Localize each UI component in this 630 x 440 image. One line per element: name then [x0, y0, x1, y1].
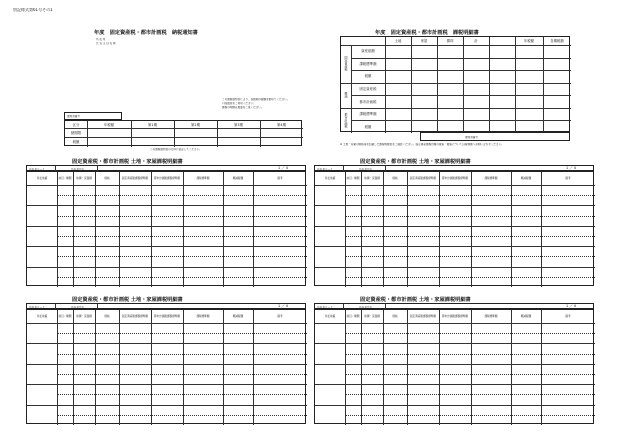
detail-col-line: [361, 310, 362, 425]
detail-row-line: [27, 267, 307, 268]
detail-row-line: [315, 364, 595, 365]
detail-header-line: [315, 185, 595, 186]
detail-header: 固定資産税課税標準額: [410, 315, 436, 318]
detail-page-label: 1 ／ 4: [566, 166, 576, 170]
detail-left-label: 所有者コード: [317, 305, 333, 309]
detail-subrow-line: [345, 374, 595, 375]
detail-header: 軽減税額: [232, 315, 244, 318]
summary-id-label: 通知書番号: [465, 135, 478, 139]
detail-header: 課税標準額: [196, 315, 210, 318]
schedule-header: 第4期: [277, 122, 286, 127]
detail-subrow-line: [345, 415, 595, 416]
detail-subrow-line: [57, 394, 307, 395]
detail-col-line: [73, 172, 74, 287]
detail-row-line: [27, 205, 307, 206]
summary-group-label: 固定資産税: [344, 56, 348, 72]
schedule-row-line: [65, 137, 303, 138]
notice-title: 年度 固定資産税・都市計画税 納税通知書: [94, 30, 198, 36]
detail-header: 価格: [104, 315, 110, 318]
detail-col-line: [345, 310, 346, 425]
detail-block: [26, 296, 306, 426]
schedule-col-line: [217, 121, 218, 147]
detail-col-line: [151, 172, 152, 287]
summary-col-line: [463, 37, 464, 133]
detail-col-line: [183, 310, 184, 425]
detail-row-line: [315, 405, 595, 406]
summary-row-label: 課税標準額: [359, 112, 377, 117]
detail-header: 地目／種類: [346, 177, 360, 180]
detail-header: 所在地番: [36, 177, 48, 180]
summary-col-line: [411, 37, 412, 133]
detail-table: [314, 309, 594, 424]
detail-header: 固定資産税課税標準額: [122, 177, 148, 180]
summary-row-label: 税額: [364, 124, 372, 129]
detail-col-line: [407, 310, 408, 425]
detail-row-line: [27, 405, 307, 406]
detail-row-line: [315, 246, 595, 247]
detail-block: [314, 158, 594, 288]
detail-title: 固定資産税・都市計画税 土地・家屋課税明細書: [72, 159, 183, 165]
summary-col-header: 土地: [394, 39, 402, 43]
detail-col-line: [471, 172, 472, 287]
detail-subrow-line: [57, 415, 307, 416]
detail-header: 所在地番: [36, 315, 48, 318]
detail-table: [26, 309, 306, 424]
detail-header: 備考: [565, 177, 571, 180]
schedule-header: 区分: [72, 122, 80, 127]
detail-col-line: [439, 172, 440, 287]
schedule-header: 年税額: [103, 122, 115, 127]
detail-col-line: [223, 172, 224, 287]
detail-header-line: [315, 323, 595, 324]
payment-schedule-table: [64, 120, 302, 146]
detail-title: 固定資産税・都市計画税 土地・家屋課税明細書: [360, 297, 471, 303]
detail-col-line: [57, 172, 58, 287]
detail-subrow-line: [57, 256, 307, 257]
detail-header: 都市計画税課税標準額: [442, 315, 468, 318]
detail-header: 軽減税額: [520, 177, 532, 180]
detail-left-label: 所有者氏名: [71, 305, 84, 309]
detail-header: 価格: [104, 177, 110, 180]
detail-subrow-line: [57, 277, 307, 278]
detail-subrow-line: [57, 195, 307, 196]
detail-table: [314, 171, 594, 286]
detail-col-line: [383, 172, 384, 287]
detail-col-line: [183, 172, 184, 287]
summary-group-label: 都市計画税: [344, 112, 348, 128]
detail-header: 都市計画税課税標準額: [154, 315, 180, 318]
detail-row-line: [27, 246, 307, 247]
schedule-header: 第2期: [191, 122, 200, 127]
notice-id-box: [64, 112, 122, 120]
detail-left-label: 所有者氏名: [359, 305, 372, 309]
detail-header: 課税標準額: [196, 177, 210, 180]
detail-header: 地目／種類: [58, 177, 72, 180]
detail-subrow-line: [345, 236, 595, 237]
notice-addr-line-0: 所 在 地: [96, 38, 106, 41]
summary-group-label: 軽減: [344, 92, 348, 99]
summary-col-line: [385, 37, 386, 133]
detail-header: 地目／種類: [58, 315, 72, 318]
detail-col-line: [223, 310, 224, 425]
summary-row-label: 税額: [364, 74, 372, 79]
summary-col-line: [543, 37, 544, 133]
detail-left-label: 所有者氏名: [71, 167, 84, 171]
detail-subrow-line: [57, 354, 307, 355]
schedule-col-line: [174, 121, 175, 147]
detail-col-line: [253, 310, 254, 425]
summary-col-header: 償却: [446, 39, 454, 43]
detail-header: 備考: [277, 177, 283, 180]
detail-col-line: [511, 172, 512, 287]
summary-col-line: [437, 37, 438, 133]
detail-title: 固定資産税・都市計画税 土地・家屋課税明細書: [72, 297, 183, 303]
detail-header: 所在地番: [324, 315, 336, 318]
detail-block: [26, 158, 306, 288]
detail-col-line: [407, 172, 408, 287]
detail-header: 地積・床面積: [364, 177, 380, 180]
detail-col-line: [73, 310, 74, 425]
detail-col-line: [511, 310, 512, 425]
summary-table: [340, 36, 570, 132]
detail-title: 固定資産税・都市計画税 土地・家屋課税明細書: [360, 159, 471, 165]
detail-header: 課税標準額: [484, 315, 498, 318]
detail-col-line: [95, 310, 96, 425]
schedule-col-line: [87, 121, 88, 147]
detail-col-line: [151, 310, 152, 425]
notice-addr-line-1: 氏 名 又 は 名 称: [96, 42, 116, 45]
detail-row-line: [27, 343, 307, 344]
summary-row-label: 課税標準額: [359, 61, 377, 66]
detail-col-line: [345, 172, 346, 287]
detail-col-line: [541, 310, 542, 425]
detail-left-label: 所有者氏名: [359, 167, 372, 171]
detail-left-label: 所有者コード: [29, 167, 45, 171]
detail-col-line: [119, 310, 120, 425]
detail-row-line: [315, 267, 595, 268]
detail-subrow-line: [345, 195, 595, 196]
detail-header-line: [27, 323, 307, 324]
detail-header: 固定資産税課税標準額: [122, 315, 148, 318]
detail-header: 価格: [392, 177, 398, 180]
detail-subrow-line: [57, 236, 307, 237]
detail-page-label: 1 ／ 4: [278, 166, 288, 170]
summary-row-label: 資産総額: [361, 49, 375, 54]
detail-subrow-line: [345, 394, 595, 395]
detail-col-line: [119, 172, 120, 287]
summary-row-line: [351, 58, 571, 59]
detail-header: 地積・床面積: [76, 177, 92, 180]
summary-col-header: 計: [474, 39, 478, 43]
summary-col-line: [489, 37, 490, 133]
summary-title: 年度 固定資産税・都市計画税 課税明細書: [375, 30, 479, 36]
detail-header: 価格: [392, 315, 398, 318]
summary-row-label: 都市計画税: [359, 99, 377, 104]
detail-row-line: [27, 384, 307, 385]
detail-row-line: [315, 226, 595, 227]
detail-left-label: 所有者コード: [317, 167, 333, 171]
detail-header: 地目／種類: [346, 315, 360, 318]
detail-col-line: [57, 310, 58, 425]
detail-header: 軽減税額: [520, 315, 532, 318]
detail-subrow-line: [57, 333, 307, 334]
notice-footnote: この納税通知書の太枠に留意してください。: [150, 148, 202, 151]
summary-col-line: [515, 37, 516, 133]
detail-header: 都市計画税課税標準額: [154, 177, 180, 180]
detail-subrow-line: [345, 256, 595, 257]
summary-row-label: 固定資産税: [359, 86, 377, 91]
detail-header: 地積・床面積: [364, 315, 380, 318]
detail-subrow-line: [345, 333, 595, 334]
detail-table: [26, 171, 306, 286]
summary-id-box: [420, 132, 570, 141]
detail-row-line: [315, 384, 595, 385]
detail-page-label: 1 ／ 4: [566, 304, 576, 308]
schedule-row-line: [65, 128, 303, 129]
detail-page-label: 1 ／ 4: [278, 304, 288, 308]
detail-col-line: [253, 172, 254, 287]
detail-col-line: [95, 172, 96, 287]
detail-subrow-line: [57, 374, 307, 375]
notice-msg-0: この納税通知書により、各納期の税額を納めてください。: [222, 98, 290, 101]
detail-subrow-line: [345, 277, 595, 278]
detail-header: 所在地番: [324, 177, 336, 180]
summary-row-line: [351, 120, 571, 121]
detail-header: 備考: [565, 315, 571, 318]
detail-block: [314, 296, 594, 426]
summary-row-line: [351, 95, 571, 96]
detail-row-line: [315, 205, 595, 206]
detail-subrow-line: [57, 216, 307, 217]
schedule-header: 第1期: [148, 122, 157, 127]
detail-col-line: [471, 310, 472, 425]
detail-header: 固定資産税課税標準額: [410, 177, 436, 180]
notice-id-label: 通知書番号: [67, 115, 80, 118]
summary-col-header: 家屋: [420, 39, 428, 43]
summary-row-line: [351, 70, 571, 71]
detail-header: 備考: [277, 315, 283, 318]
detail-header: 軽減税額: [232, 177, 244, 180]
detail-subrow-line: [345, 354, 595, 355]
form-id: 別記様式第61号その1: [13, 8, 53, 12]
detail-subrow-line: [345, 216, 595, 217]
schedule-header: 第3期: [234, 122, 243, 127]
detail-row-line: [27, 226, 307, 227]
summary-note: ※ 土地・家屋の価格等を記載した課税明細書をご確認ください。固定資産課税台帳の縦覧・閲覧については税務課へお問い合わせください。: [340, 143, 504, 146]
detail-row-line: [315, 343, 595, 344]
detail-col-line: [383, 310, 384, 425]
detail-col-line: [541, 172, 542, 287]
detail-header: 課税標準額: [484, 177, 498, 180]
schedule-row-label: 納期限: [70, 130, 82, 135]
detail-col-line: [361, 172, 362, 287]
detail-col-line: [439, 310, 440, 425]
detail-header-line: [27, 185, 307, 186]
detail-header: 地積・床面積: [76, 315, 92, 318]
detail-header: 都市計画税課税標準額: [442, 177, 468, 180]
summary-right-header: 年税額: [523, 39, 535, 43]
schedule-col-line: [131, 121, 132, 147]
detail-row-line: [27, 364, 307, 365]
schedule-col-line: [260, 121, 261, 147]
schedule-row-label: 税額: [72, 139, 80, 144]
notice-msg-2: 課税の明細は裏面をご覧ください。: [222, 106, 264, 109]
summary-right-header: 各期税額: [550, 39, 564, 43]
notice-msg-1: 口座振替をご利用ください。: [222, 102, 256, 105]
detail-left-label: 所有者コード: [29, 305, 45, 309]
